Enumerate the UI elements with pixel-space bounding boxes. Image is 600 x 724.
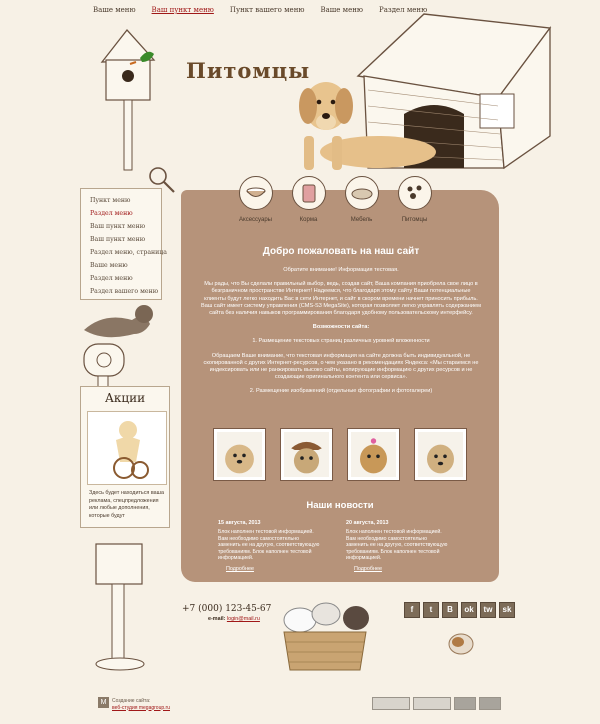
topnav-item[interactable]: Пункт вашего меню — [229, 6, 305, 14]
studio-logo-icon: M — [98, 697, 109, 708]
topnav-item[interactable]: Ваше меню — [93, 6, 136, 14]
rabbits-basket-illustration — [270, 592, 378, 676]
bed-icon — [351, 186, 373, 200]
promo-image[interactable] — [87, 411, 167, 485]
paragraph-heading: Возможности сайта: — [312, 324, 370, 331]
top-navigation — [93, 6, 443, 14]
sidebar-item[interactable]: Ваш пункт меню — [90, 236, 146, 243]
counter-badge[interactable] — [479, 697, 501, 710]
topnav-item[interactable]: Раздел меню — [379, 6, 428, 14]
category-pets[interactable] — [388, 176, 441, 223]
email-line: e-mail: login@mail.ru — [208, 616, 260, 622]
paragraph: 2. Размещение изображений (отдельные фотографии и фотогалереи) — [249, 388, 433, 395]
category-accessories[interactable] — [229, 176, 282, 223]
topnav-item[interactable]: Ваше меню — [320, 6, 364, 14]
counter-badge[interactable] — [413, 697, 451, 710]
sidebar-item-active[interactable]: Раздел меню — [90, 210, 133, 217]
vkontakte-icon[interactable]: B — [442, 602, 458, 618]
photo-gallery — [213, 428, 467, 481]
category-label: Мебель — [350, 217, 373, 223]
odnoklassniki-icon[interactable]: ok — [461, 602, 477, 618]
phone-number: +7 (000) 123-45-67 — [182, 604, 272, 614]
counters — [372, 697, 501, 710]
news-text: Блок наполнен тестовой информацией. Вам необходимо самостоятельно заменить ее на другую, соответствующую требованиям. Блок наполнен тестовой информацией. — [346, 529, 448, 562]
sidebar-item[interactable]: Раздел меню — [90, 275, 133, 282]
paragraph: Ваш сайт имеет систему управления (CMS-S3 MegaSite), которая позволяет легко управлять содержанием сайта без наличия навыков программирования благодаря удобному пользовательскому интерфейсу. — [201, 302, 481, 317]
news-date: 20 августа, 2013 — [346, 520, 389, 526]
cat-tower-illustration — [62, 300, 172, 390]
sidebar-menu — [80, 188, 167, 300]
scratching-post-illustration — [92, 534, 182, 674]
food-icon — [300, 183, 318, 203]
site-logo[interactable]: Питомцы — [186, 58, 311, 83]
gallery-photo[interactable] — [347, 428, 400, 481]
news-item — [346, 520, 450, 572]
sidebar-item[interactable]: Раздел вашего меню — [90, 288, 159, 295]
bowl-icon — [246, 186, 266, 200]
promo-text: Здесь будет находиться ваша реклама, спецпредложения или любые дополнения, которые будут — [89, 490, 164, 519]
sidebar-item[interactable]: Ваш пункт меню — [90, 223, 146, 230]
twitter-bird-icon[interactable]: tw — [480, 602, 496, 618]
birdhouse-illustration — [92, 22, 162, 172]
paragraph: 1. Размещение текстовых страниц различных уровней вложенности — [252, 338, 430, 345]
news-date: 15 августа, 2013 — [218, 520, 261, 526]
twitter-icon[interactable]: t — [423, 602, 439, 618]
category-label: Аксессуары — [239, 217, 272, 223]
gallery-photo[interactable] — [213, 428, 266, 481]
page-title: Добро пожаловать на наш сайт — [262, 246, 420, 257]
email-link[interactable]: login@mail.ru — [226, 616, 260, 622]
category-nav — [229, 176, 441, 223]
sidebar-item[interactable]: Пункт меню — [90, 197, 131, 204]
welcome-section — [200, 246, 482, 403]
category-furniture[interactable] — [335, 176, 388, 223]
paragraph: Обращаем Ваше внимание, что текстовая информация на сайте должна быть индивидуальной, не скопированной с других Интернет-ресурсов, о чем указано в рекомендациях Яндекса: «Мы стараемся не индексировать или не ранжировать высоко сайты, копирующие информацию с других ресурсов и не создающие оригинального контента или сервиса». — [203, 352, 479, 381]
footer-credit: Создание сайта: веб-студия megagroup.ru — [112, 698, 170, 711]
news-more-link[interactable]: Подробнее — [226, 565, 254, 572]
paragraph: Мы рады, что Вы сделали правильный выбор, ведь, создав сайт, Ваша компания приобрела свое лицо в безграничном пространстве Интернет! Надеемся, что благодаря этому сайту Ваши потенциальные клиенты будут легко находить Вас в сети Интернет, и сайт в скором времени начнет приносить прибыль. — [204, 281, 478, 302]
gallery-photo[interactable] — [414, 428, 467, 481]
news-more-link[interactable]: Подробнее — [354, 565, 382, 572]
counter-badge[interactable] — [372, 697, 410, 710]
sidebar-item[interactable]: Ваше меню — [90, 262, 128, 269]
topnav-item-active[interactable]: Ваш пункт меню — [151, 6, 214, 14]
social-links — [404, 602, 515, 618]
paw-icon — [405, 184, 425, 202]
news-item — [218, 520, 322, 572]
category-food[interactable] — [282, 176, 335, 223]
news-heading: Наши новости — [306, 500, 374, 511]
promo-title: Акции — [104, 391, 146, 405]
studio-link[interactable]: веб-студия megagroup.ru — [112, 704, 170, 711]
counter-badge[interactable] — [454, 697, 476, 710]
sidebar-item[interactable]: Раздел меню, страница — [90, 249, 167, 256]
category-label: Питомцы — [401, 217, 428, 223]
facebook-icon[interactable]: f — [404, 602, 420, 618]
paragraph: Обратите внимание! Информация тестовая. — [283, 267, 399, 273]
gallery-photo[interactable] — [280, 428, 333, 481]
category-label: Корма — [299, 217, 318, 223]
news-text: Блок наполнен тестовой информацией. Вам необходимо самостоятельно заменить ее на другую, соответствующую требованиям. Блок наполнен тестовой информацией. — [218, 529, 320, 562]
skype-icon[interactable]: sk — [499, 602, 515, 618]
hamster-illustration — [446, 628, 476, 656]
promo-box — [80, 386, 170, 528]
dog-illustration — [286, 76, 436, 172]
